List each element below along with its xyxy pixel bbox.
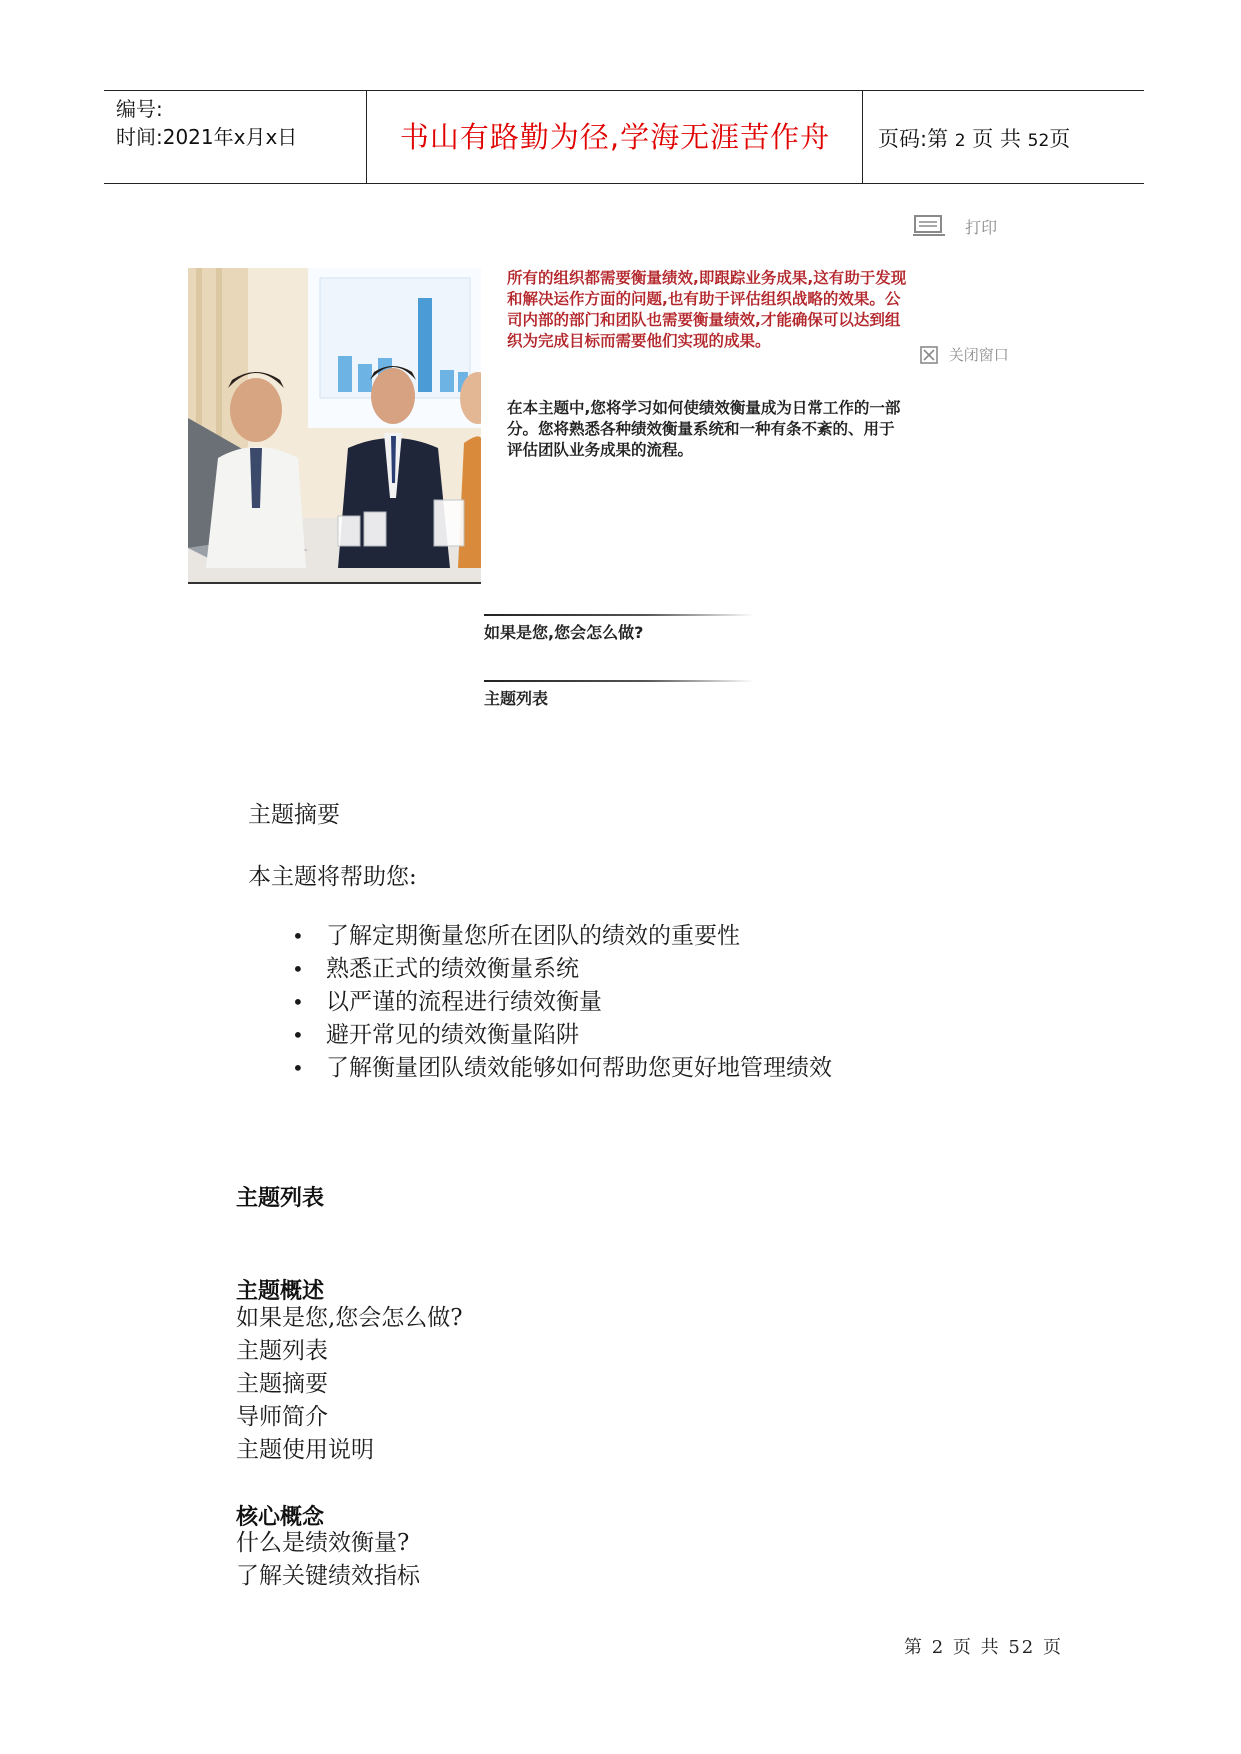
overview-list [236,1302,463,1467]
core-concepts-list [236,1527,420,1593]
overview-item[interactable]: 主题使用说明 [236,1437,374,1463]
close-icon [920,346,938,364]
summary-bullet-list [292,920,832,1085]
page-footer: 第 2 页 共 52 页 [904,1637,1063,1658]
overview-item[interactable]: 主题列表 [236,1338,328,1364]
print-button[interactable] [912,214,997,238]
close-window-button[interactable] [920,344,1009,365]
header-page-cell [864,91,1144,183]
document-time-label: 时间:2021年x月x日 [116,125,298,149]
summary-bullet: • 了解衡量团队绩效能够如何帮助您更好地管理绩效 [292,1052,832,1085]
header-page-info [878,123,1070,153]
intro-paragraph-black: 在本主题中,您将学习如何使绩效衡量成为日常工作的一部分。您将熟悉各种绩效衡量系统和一种有条不紊的、用于评估团队业务成果的流程。 [507,399,901,459]
header-meta-cell [104,91,367,183]
topic-list-heading: 主题列表 [236,1186,325,1211]
summary-bullet: • 避开常见的绩效衡量陷阱 [292,1019,832,1052]
core-concept-item[interactable]: 了解关键绩效指标 [236,1563,420,1589]
meeting-photo [188,268,481,584]
link-topic-list[interactable]: 主题列表 [484,680,754,709]
summary-bullet: • 以严谨的流程进行绩效衡量 [292,986,832,1019]
motto-text: 书山有路勤为径,学海无涯苦作舟 [399,120,831,154]
summary-lead: 本主题将帮助您: [248,864,417,890]
page-number: 2 [954,131,966,151]
overview-item[interactable]: 主题摘要 [236,1371,328,1397]
intro-paragraph-red: 所有的组织都需要衡量绩效,即跟踪业务成果,这有助于发现和解决运作方面的问题,也有助于评估组织战略的效果。公司内部的部门和团队也需要衡量绩效,才能确保可以达到组织为完成目标而需要他们实现的成果。 [507,269,907,350]
page-mid: 页 共 [972,127,1021,151]
close-window-label: 关闭窗口 [948,346,1009,364]
summary-title: 主题摘要 [248,802,340,828]
core-concepts-heading: 核心概念 [236,1505,325,1530]
print-icon [912,214,946,238]
page-prefix: 页码:第 [878,127,949,151]
page-total: 52 [1027,131,1050,151]
document-header [104,90,1144,184]
overview-heading: 主题概述 [236,1279,325,1304]
overview-item[interactable]: 如果是您,您会怎么做? [236,1305,463,1331]
summary-bullet: • 了解定期衡量您所在团队的绩效的重要性 [292,920,832,953]
link-what-would-you-do[interactable]: 如果是您,您会怎么做? [484,614,754,643]
print-label: 打印 [965,217,998,237]
summary-bullet: • 熟悉正式的绩效衡量系统 [292,953,832,986]
overview-item[interactable]: 导师简介 [236,1404,328,1430]
header-motto-cell [368,91,863,183]
meeting-illustration [188,268,481,582]
core-concept-item[interactable]: 什么是绩效衡量? [236,1530,410,1556]
page-suffix: 页 [1049,127,1071,151]
document-number-label: 编号: [116,97,163,121]
